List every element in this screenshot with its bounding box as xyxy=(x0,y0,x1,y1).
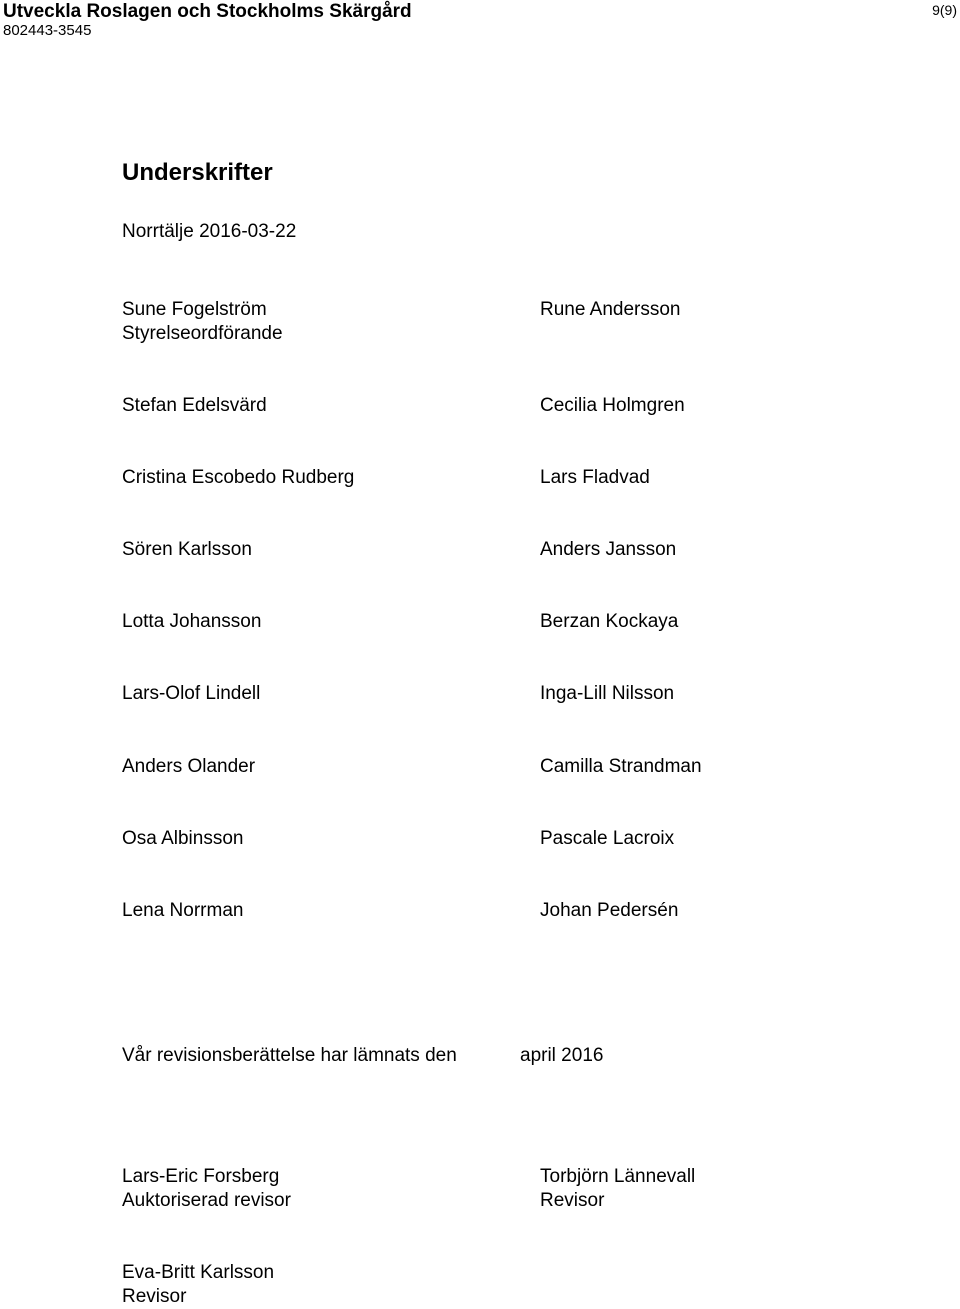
signatory-role: Revisor xyxy=(540,1190,605,1211)
signature-block xyxy=(540,610,678,634)
signatory-role: Styrelseordförande xyxy=(122,323,283,344)
signatory-name: Anders Jansson xyxy=(540,539,677,560)
signature-block xyxy=(122,394,267,418)
signatory-name: Berzan Kockaya xyxy=(540,611,679,632)
audit-statement: Vår revisionsberättelse har lämnats den xyxy=(122,1045,457,1066)
signature-block xyxy=(540,827,674,851)
signatory-role: Revisor xyxy=(122,1286,187,1307)
signature-block xyxy=(540,682,674,706)
signatory-name: Lars-Eric Forsberg xyxy=(122,1166,280,1187)
signatory-name: Stefan Edelsvärd xyxy=(122,395,267,416)
signatory-name: Cecilia Holmgren xyxy=(540,395,685,416)
signatory-name: Pascale Lacroix xyxy=(540,828,675,849)
signature-block xyxy=(122,538,252,562)
signatory-name: Sören Karlsson xyxy=(122,539,252,560)
organization-name: Utveckla Roslagen och Stockholms Skärgård xyxy=(3,1,412,22)
signature-block xyxy=(122,466,354,490)
signature-block xyxy=(122,1261,274,1309)
signatory-name: Lena Norrman xyxy=(122,900,244,921)
signature-block xyxy=(122,682,260,706)
organization-number: 802443-3545 xyxy=(3,22,92,39)
signature-block xyxy=(540,394,685,418)
audit-date: april 2016 xyxy=(520,1045,604,1066)
signatory-name: Lars Fladvad xyxy=(540,467,650,488)
signature-block xyxy=(122,298,283,346)
page-number: 9(9) xyxy=(932,2,957,18)
signatory-name: Johan Pedersén xyxy=(540,900,679,921)
signatory-name: Cristina Escobedo Rudberg xyxy=(122,467,355,488)
signature-block xyxy=(122,827,243,851)
signatory-name: Sune Fogelström xyxy=(122,299,267,320)
signatory-role: Auktoriserad revisor xyxy=(122,1190,291,1211)
signatory-name: Eva-Britt Karlsson xyxy=(122,1262,275,1283)
signature-block xyxy=(540,466,650,490)
signatory-name: Camilla Strandman xyxy=(540,756,702,777)
signatory-name: Inga-Lill Nilsson xyxy=(540,683,675,704)
signature-block xyxy=(540,899,678,923)
signatory-name: Lotta Johansson xyxy=(122,611,262,632)
signature-block xyxy=(540,1165,695,1213)
place-date: Norrtälje 2016-03-22 xyxy=(122,221,297,242)
signatory-name: Torbjörn Lännevall xyxy=(540,1166,696,1187)
signatory-name: Rune Andersson xyxy=(540,299,681,320)
signature-block xyxy=(122,1165,291,1213)
signature-block xyxy=(122,610,261,634)
signatory-name: Anders Olander xyxy=(122,756,256,777)
signatory-name: Osa Albinsson xyxy=(122,828,244,849)
signature-block xyxy=(540,538,676,562)
signatory-name: Lars-Olof Lindell xyxy=(122,683,261,704)
signature-block xyxy=(122,755,255,779)
signature-block xyxy=(122,899,243,923)
page-title: Underskrifter xyxy=(122,159,273,186)
signature-block xyxy=(540,298,681,322)
signature-block xyxy=(540,755,702,779)
